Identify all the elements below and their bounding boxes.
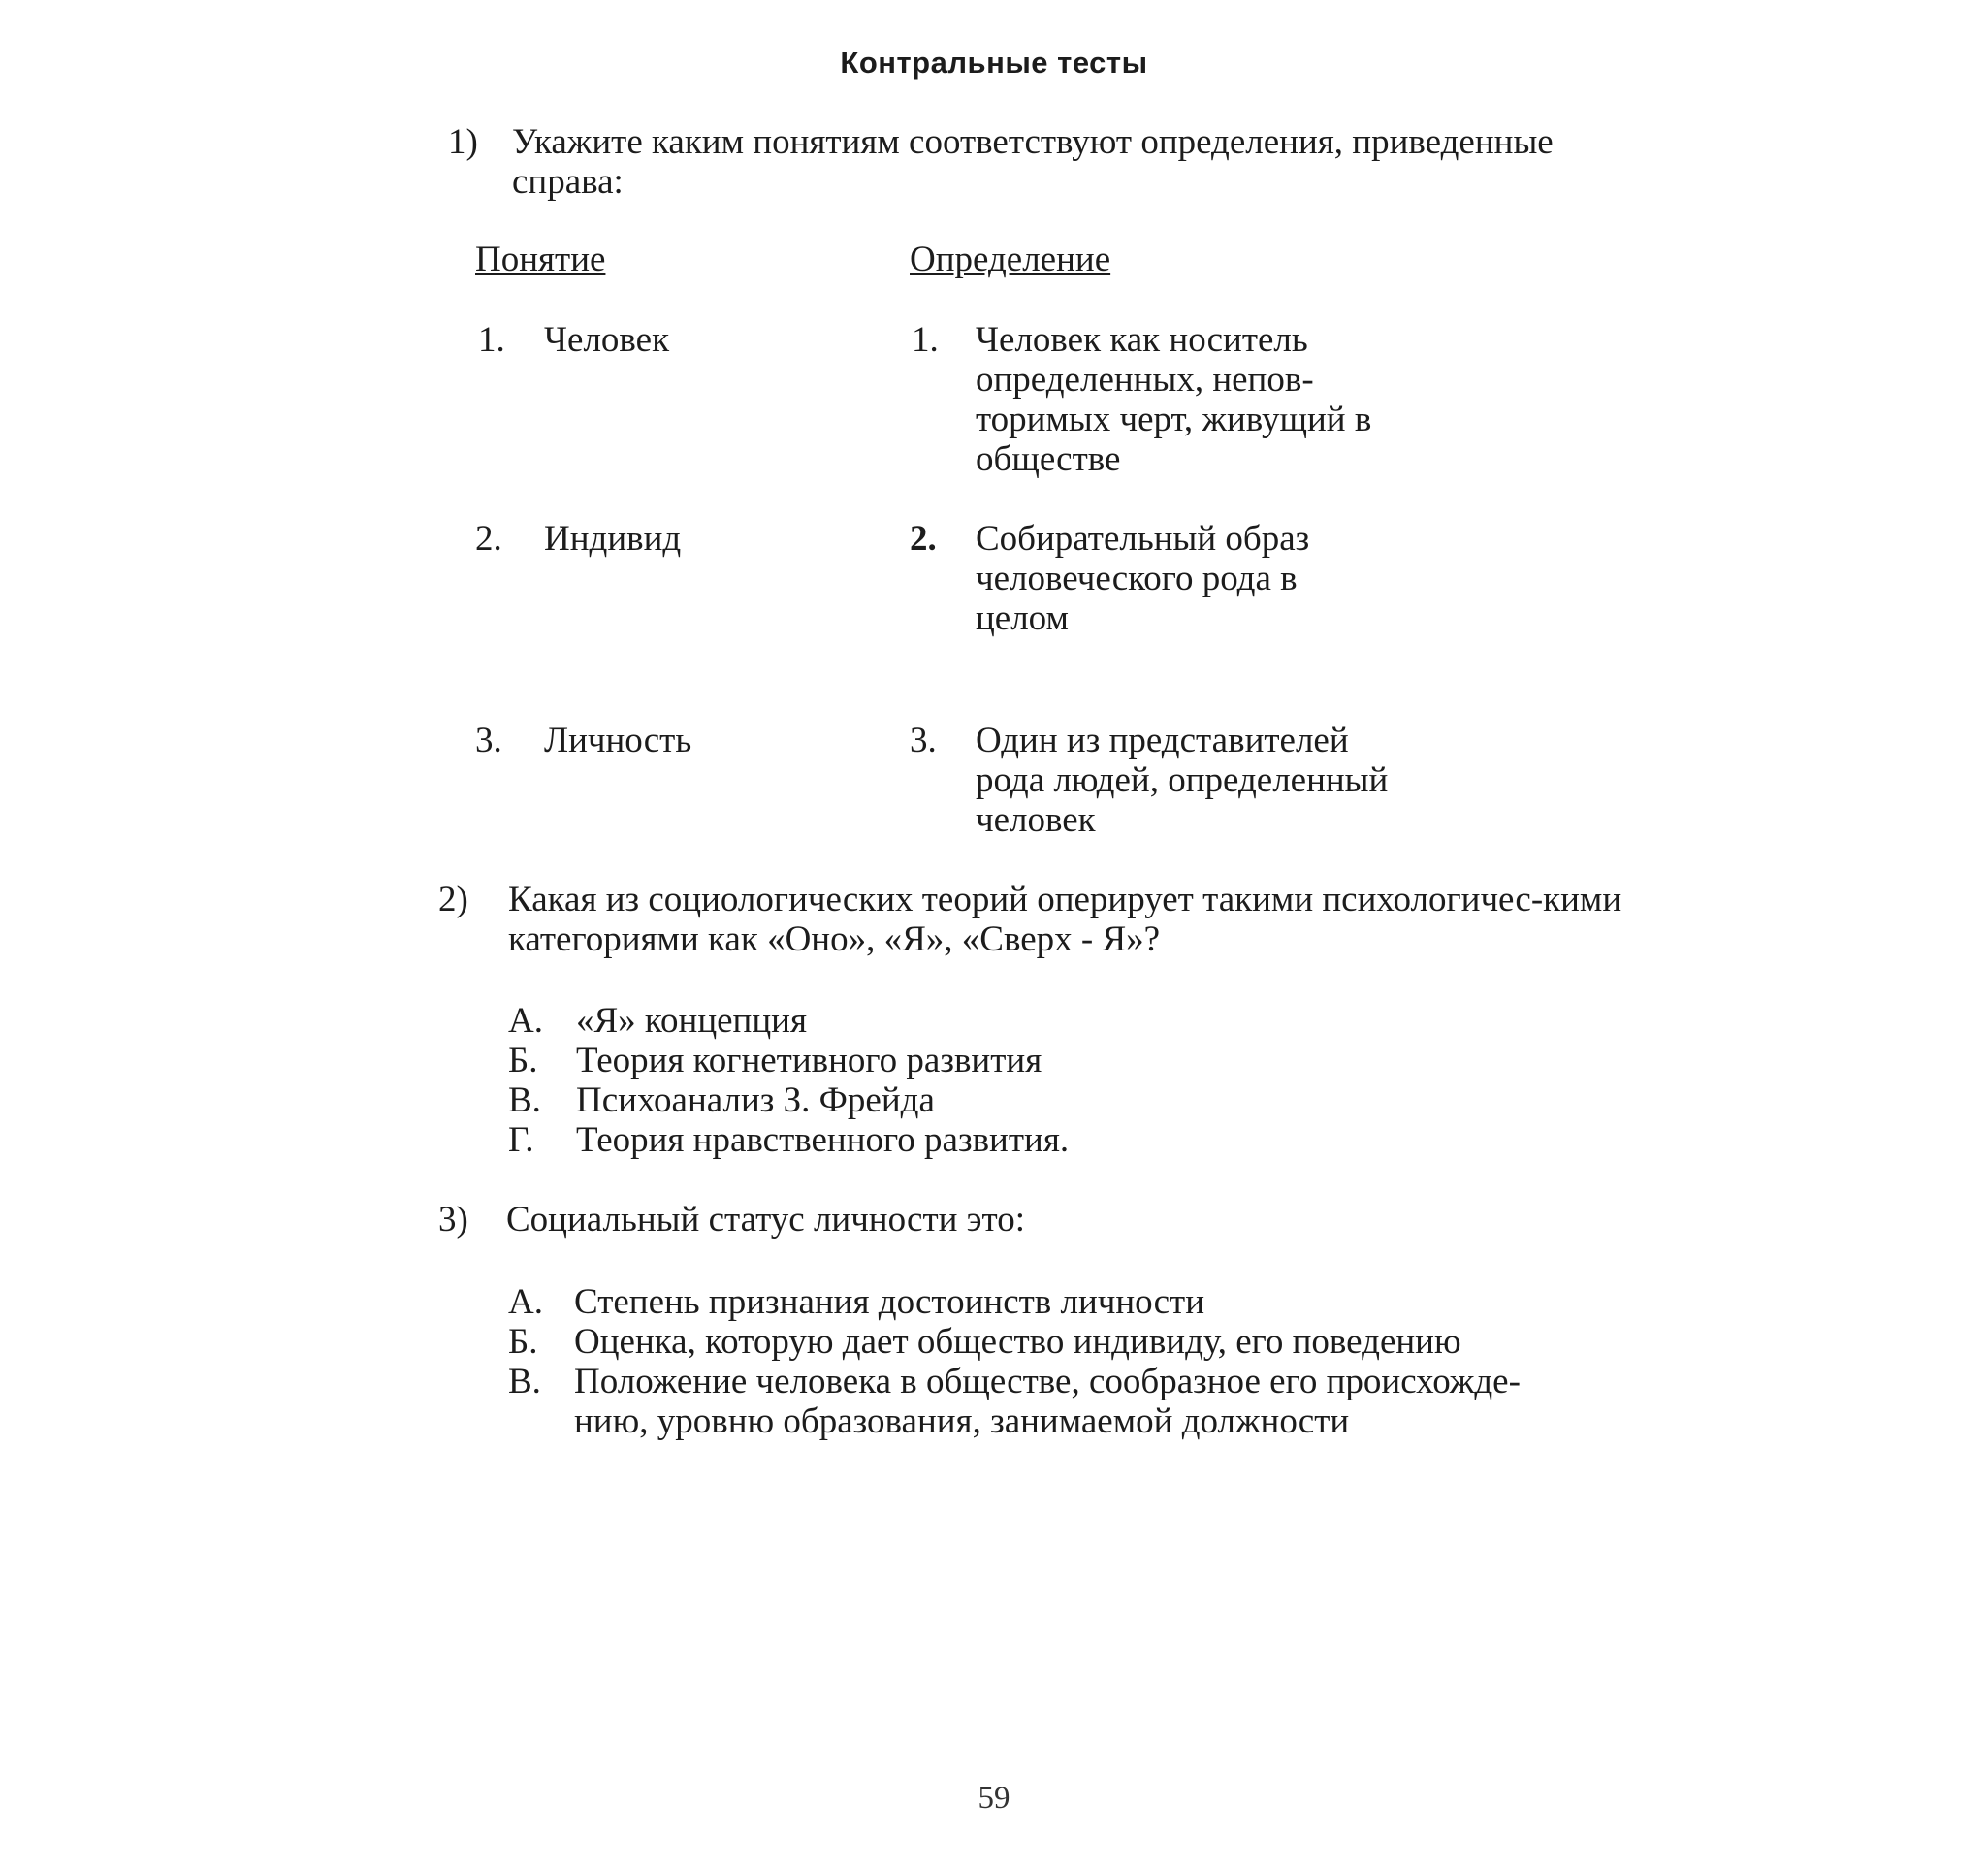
option-letter: В. bbox=[508, 1362, 541, 1401]
definition-text: Человек как носитель определенных, непов-торимых черт, живущий в обществе bbox=[976, 320, 1372, 479]
option-text: «Я» концепция bbox=[576, 1001, 807, 1041]
concept-label: Человек bbox=[544, 320, 670, 360]
concept-label: Личность bbox=[544, 721, 692, 760]
definition-text: Один из представителей рода людей, определенный человек bbox=[976, 721, 1389, 840]
option-text: Теория когнетивного развития bbox=[576, 1041, 1042, 1080]
concept-number: 3. bbox=[475, 721, 502, 760]
page-title: Контральные тесты bbox=[840, 46, 1148, 80]
option-text: Положение человека в обществе, сообразное его происхожде-нию, уровню образования, занимаемой должности bbox=[574, 1362, 1521, 1441]
question-3-text: Социальный статус личности это: bbox=[506, 1200, 1026, 1239]
definition-number: 3. bbox=[910, 721, 937, 760]
option-text: Теория нравственного развития. bbox=[576, 1120, 1070, 1160]
concept-number: 1. bbox=[478, 320, 505, 360]
option-letter: Б. bbox=[508, 1322, 538, 1362]
definition-column-header: Определение bbox=[910, 240, 1111, 279]
concept-label: Индивид bbox=[544, 519, 682, 559]
option-text: Оценка, которую дает общество индивиду, его поведению bbox=[574, 1322, 1461, 1362]
question-1-text: Укажите каким понятиям соответствуют определения, приведенные справа: bbox=[512, 122, 1554, 202]
question-2-text: Какая из социологических теорий оперирует такими психологичес-кими категориями как «Оно», «Я», «Сверх - Я»? bbox=[508, 880, 1622, 959]
option-text: Степень признания достоинств личности bbox=[574, 1282, 1204, 1322]
concept-column-header: Понятие bbox=[475, 240, 606, 279]
option-letter: В. bbox=[508, 1080, 541, 1120]
question-2-number: 2) bbox=[438, 880, 468, 919]
page-number: 59 bbox=[978, 1781, 1010, 1816]
option-letter: А. bbox=[508, 1001, 543, 1041]
option-letter: Б. bbox=[508, 1041, 538, 1080]
definition-number: 2. bbox=[910, 519, 937, 559]
option-text: Психоанализ З. Фрейда bbox=[576, 1080, 935, 1120]
question-3-number: 3) bbox=[438, 1200, 468, 1239]
definition-text: Собирательный образ человеческого рода в целом bbox=[976, 519, 1310, 638]
option-letter: Г. bbox=[508, 1120, 534, 1160]
concept-number: 2. bbox=[475, 519, 502, 559]
option-letter: А. bbox=[508, 1282, 543, 1322]
question-1-number: 1) bbox=[448, 122, 478, 162]
definition-number: 1. bbox=[912, 320, 939, 360]
